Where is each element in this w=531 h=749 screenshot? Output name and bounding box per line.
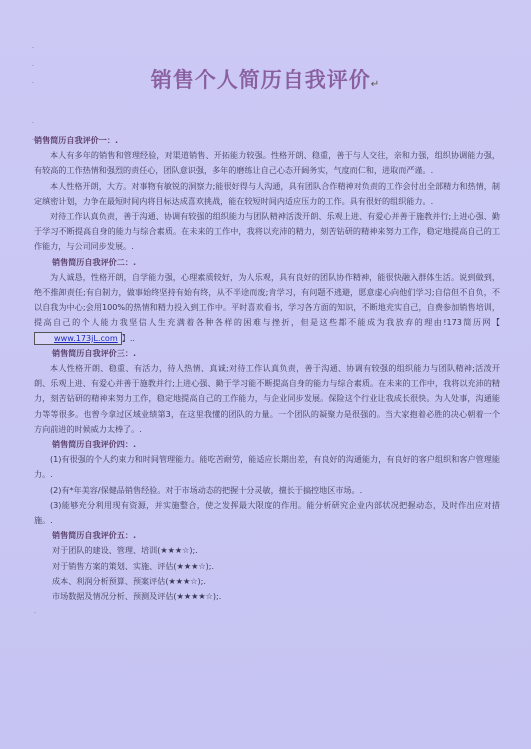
list-item: 成本、利润分析预算、预案评估(★★★☆);. <box>52 575 206 586</box>
website-link[interactable]: www.173jL.com <box>34 332 122 345</box>
document-title <box>0 64 531 94</box>
section-paragraph: 对待工作认真负责，善于沟通、协调有较强的组织能力与团队精神活泼开朗、乐观上进、有爱心并善于施教并行;上进心强、勤于学习不断提高自身的能力与综合素质。在未来的工作中，我将以充沛的精力，刻苦钻研的精神来努力工作，稳定地提高自己的工作能力，与公司同步发展。. <box>34 211 500 252</box>
paragraph-mark: . <box>32 117 34 125</box>
section-heading: 销售简历自我评价二：. <box>52 256 137 267</box>
list-item: 对于团队的建设、管理、培训(★★★☆);. <box>52 545 198 556</box>
section-heading: 销售简历自我评价三：. <box>52 347 137 358</box>
list-item: 市场数据及情况分析、预测及评估(★★★★☆);. <box>52 591 222 602</box>
section-heading: 销售简历自我评价四：. <box>52 439 137 450</box>
list-item: 对于销售方案的策划、实施、评估(★★★☆);. <box>52 560 215 571</box>
paragraph-mark: . <box>32 60 34 68</box>
paragraph-mark: . <box>32 78 34 85</box>
list-item: (3)能够充分利用现有资源，并实施整合，使之发挥最大限度的作用。能分析研究企业内部状况把握动态，及时作出应对措施。. <box>34 499 500 526</box>
paragraph-mark: . <box>32 43 34 50</box>
list-item: (1)有很强的个人约束力和时间管理能力。能吃苦耐劳，能适应长期出差，有良好的沟通能力，有良好的客户组织和客户管理能力。. <box>34 454 500 480</box>
link-tail: 】.. <box>121 332 136 343</box>
title-text: 销售个人简历自我评价 <box>150 68 371 92</box>
document-body <box>34 133 500 620</box>
list-item: (2)有*年美容/保健品销售经验。对于市场动态的把握十分灵敏，擅长于搞控地区市场。. <box>50 484 363 495</box>
section-paragraph: 本人有多年的销售和管理经验，对渠道销售、开拓能力较强。性格开朗、稳重，善于与人交往，亲和力强，组织协调能力强，有较高的工作热情和强烈的责任心，团队意识强，多年的磨练让自己心态开阔务实，气度而仁和，进取而严谨。. <box>34 150 500 176</box>
paragraph-text: 为人诚恳，性格开朗，自学能力强，心理素质较好，为人乐观，具有良好的团队协作精神，能很快融入群体生活。说到做到，绝不推卸责任;有自制力，做事始终坚持有始有终，从不半途而废;肯学习，有问题不逃避，愿意虚心向他们学习;自信但不自负，不以自我为中心;会用100%的热情和精力投入到工作中。平时喜欢看书，学习各方面的知识，不断地充实自己，自费参加销售培训，提高自己的个人能力我坚信人生充满着各种各样的困难与挫折，但是这些都不能成为我放弃的理由!173简历网【 <box>34 271 500 328</box>
end-paragraph-mark: . <box>34 608 36 616</box>
section-paragraph: 本人性格开朗、稳重、有活力，待人热情、真诚;对待工作认真负责，善于沟通、协调有较强的组织能力与团队精神;活泼开朗、乐观上进、有爱心并善于施教并行;上进心强、勤于学习能不断提高自身的能力与综合素质。在未来的工作中，我将以充沛的精力，刻苦钻研的精神来努力工作，稳定地提高自己的工作能力，与企业同步发展。保险这个行业让我成长很快。为人处事，沟通能力等等很多。也曾今拿过区域业绩第3，在这里我懂的团队的力量。一个团队的凝聚力是很强的。当大家抱着必胜的决心朝着一个方向前进的时候威力太棒了。. <box>34 363 500 434</box>
title-return-mark: ↵ <box>370 79 381 90</box>
section-heading: 销售简历自我评价一：. <box>34 135 119 145</box>
section-paragraph: 本人性格开朗，大方。对事物有敏锐的洞察力;能很好得与人沟通，具有团队合作精神对负责的工作会付出全部精力和热情，制定缜密计划，力争在最短时间内将目标达成喜欢挑战，能在较短时间内适应压力的工作。具有很好的组织能力。. <box>34 180 500 206</box>
paragraph-mark: . <box>32 135 34 142</box>
section-heading: 销售简历自我评价五：. <box>52 530 137 541</box>
section-paragraph <box>34 270 500 346</box>
